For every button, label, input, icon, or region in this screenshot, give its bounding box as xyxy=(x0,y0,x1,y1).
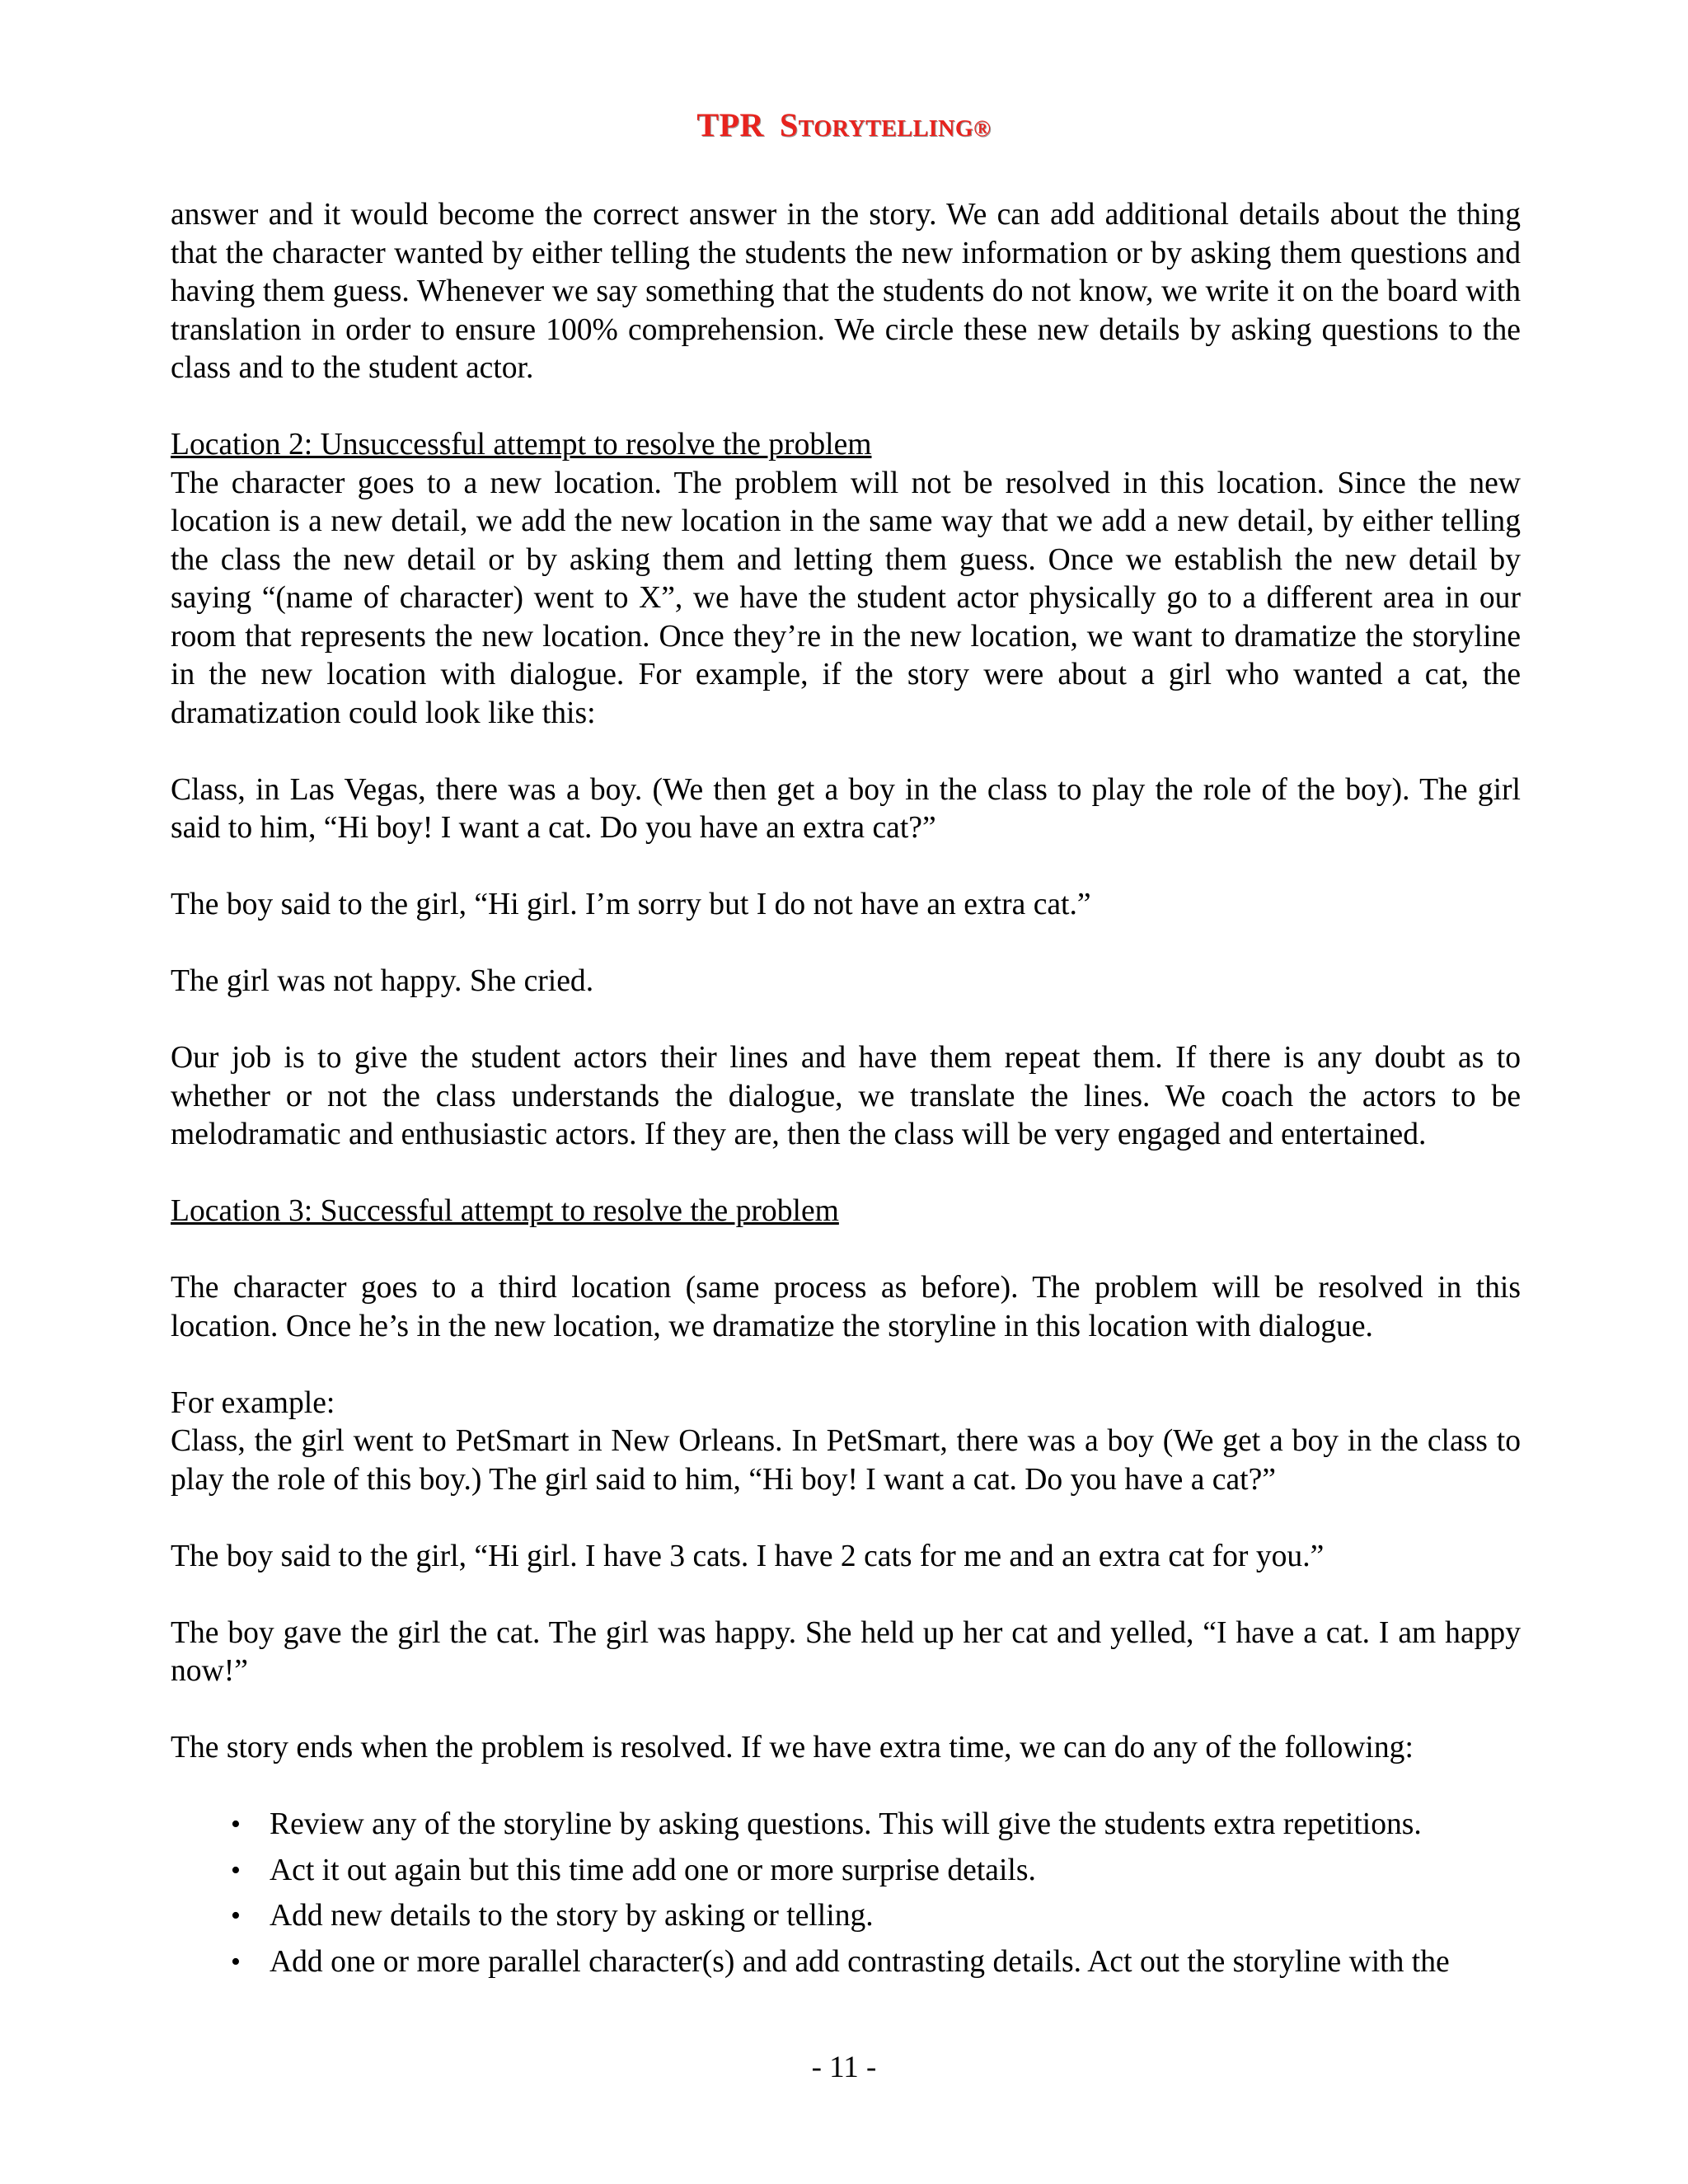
bullet-icon: • xyxy=(231,1946,241,1977)
paragraph-8: Class, the girl went to PetSmart in New Orleans. In PetSmart, there was a boy (We get a boy in the class to play the role of this boy.) The girl said to him, “Hi boy! I want a cat. Do you have a cat?” xyxy=(171,1424,1521,1497)
list-item xyxy=(171,1897,1521,1936)
header-s: S xyxy=(779,106,799,143)
paragraph-11: The story ends when the problem is resolved. If we have extra time, we can do any of the following: xyxy=(171,1731,1414,1765)
list-item-text: Review any of the storyline by asking questions. This will give the students extra repetitions. xyxy=(270,1807,1422,1841)
list-item-text: Add new details to the story by asking or telling. xyxy=(270,1899,874,1933)
header-torytelling: TORYTELLING® xyxy=(798,116,992,142)
paragraph-1: answer and it would become the correct answer in the story. We can add additional details about the thing that the character wanted by either telling the students the new information or by asking them questions and having them guess. Whenever we say something that the students do not know, we write it on the board with translation in order to ensure 100% comprehension. We circle these new details by asking questions to the class and to the student actor. xyxy=(171,198,1521,385)
paragraph-10: The boy gave the girl the cat. The girl was happy. She held up her cat and yelled, “I have a cat. I am happy now!” xyxy=(171,1615,1521,1688)
list-item xyxy=(171,1852,1521,1891)
paragraph-7: The character goes to a third location (same process as before). The problem will be resolved in this location. Once he’s in the new location, we dramatize the storyline in this location with dialogue. xyxy=(171,1271,1521,1343)
page-number: - 11 - xyxy=(811,2050,877,2084)
list-item-text: Act it out again but this time add one or more surprise details. xyxy=(270,1853,1036,1887)
list-item xyxy=(171,1806,1521,1844)
paragraph-6: Our job is to give the student actors their lines and have them repeat them. If there is any doubt as to whether or not the class understands the dialogue, we translate the lines. We coach the actors to be melodramatic and enthusiastic actors. If they are, then the class will be very engaged and entertained. xyxy=(171,1041,1521,1151)
paragraph-4: The boy said to the girl, “Hi girl. I’m sorry but I do not have an extra cat.” xyxy=(171,888,1091,921)
section-heading-location-2: Location 2: Unsuccessful attempt to resolve the problem xyxy=(171,428,872,462)
running-header xyxy=(0,105,1688,144)
bullet-icon: • xyxy=(231,1900,241,1931)
header-tpr: TPR xyxy=(696,106,764,143)
paragraph-5: The girl was not happy. She cried. xyxy=(171,964,594,998)
paragraph-2: The character goes to a new location. The problem will not be resolved in this location. Since the new location is a new detail, we add the new location in the same way that we add a new detail, by either telling the class the new detail or by asking them and letting them guess. Once we establish the new detail by saying “(name of character) went to X”, we have the student actor physically go to a different area in our room that represents the new location. Once they’re in the new location, we want to dramatize the storyline in the new location with dialogue. For example, if the story were about a girl who wanted a cat, the dramatization could look like this: xyxy=(171,466,1521,730)
list-item-text: Add one or more parallel character(s) and add contrasting details. Act out the storyline with the xyxy=(270,1944,1450,1979)
bullet-icon: • xyxy=(231,1854,241,1886)
bullet-icon: • xyxy=(231,1809,241,1840)
example-label: For example: xyxy=(171,1385,335,1420)
list-item xyxy=(171,1943,1521,1982)
page-body xyxy=(171,196,1521,1989)
paragraph-9: The boy said to the girl, “Hi girl. I have 3 cats. I have 2 cats for me and an extra cat for you.” xyxy=(171,1539,1325,1573)
paragraph-3: Class, in Las Vegas, there was a boy. (We then get a boy in the class to play the role of the boy). The girl said to him, “Hi boy! I want a cat. Do you have an extra cat?” xyxy=(171,772,1521,845)
section-heading-location-3: Location 3: Successful attempt to resolve the problem xyxy=(171,1194,839,1228)
options-bullet-list xyxy=(171,1806,1521,1981)
